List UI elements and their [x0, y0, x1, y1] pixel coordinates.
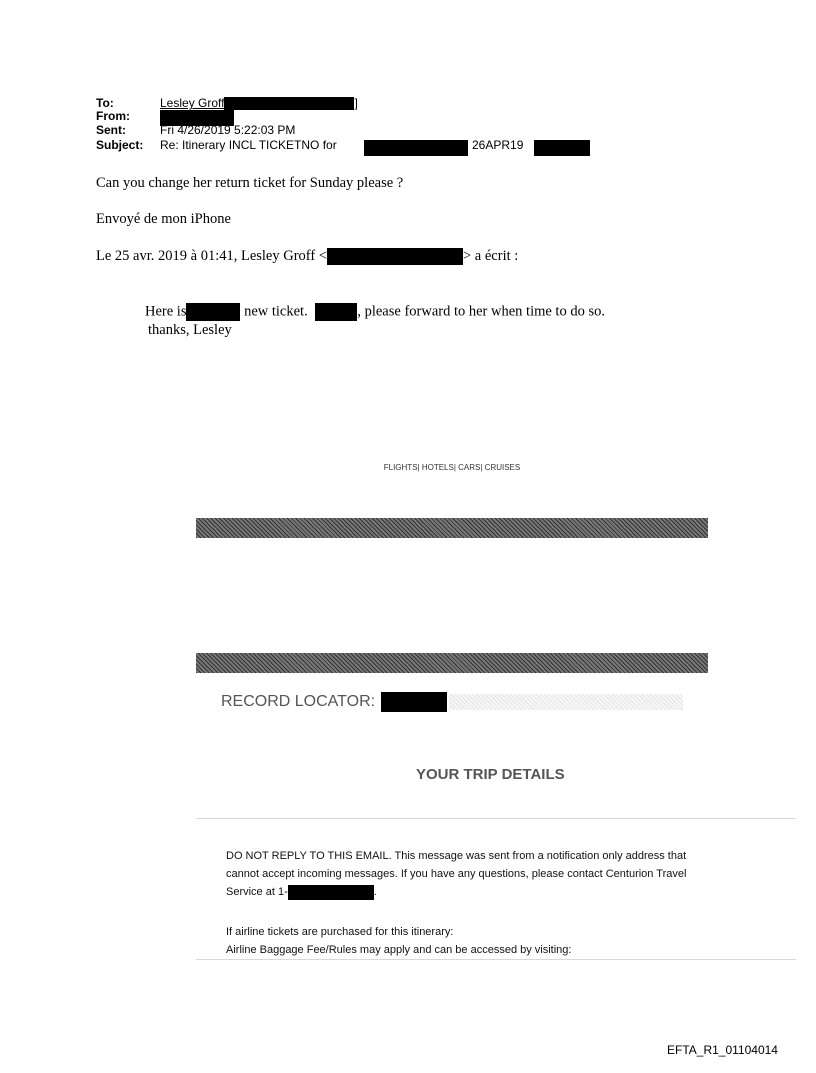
subject-redaction-1 — [364, 140, 468, 156]
here-is-text: Here is — [145, 303, 187, 320]
new-ticket-text: new ticket. — [244, 303, 308, 320]
phone-redaction — [288, 885, 374, 900]
notice-block — [226, 847, 786, 901]
divider-top — [196, 818, 796, 819]
notice-line-2: cannot accept incoming messages. If you have any questions, please contact Centurion Travel — [226, 868, 687, 880]
record-locator-field — [449, 694, 683, 710]
airline-line-1: If airline tickets are purchased for this itinerary: — [226, 926, 454, 938]
airline-line-2: Airline Baggage Fee/Rules may apply and can be accessed by visiting: — [226, 944, 572, 956]
to-name: Lesley Groff — [160, 96, 225, 110]
to-suffix: ] — [354, 96, 358, 110]
from-label: From: — [96, 109, 130, 123]
body-line-2: Envoyé de mon iPhone — [96, 211, 231, 227]
name-redaction — [186, 303, 240, 321]
document-id: EFTA_R1_01104014 — [667, 1043, 778, 1057]
itinerary-nav: FLIGHTS| HOTELS| CARS| CRUISES — [383, 463, 521, 472]
notice-line-1: DO NOT REPLY TO THIS EMAIL. This message was sent from a notification only address that — [226, 850, 687, 862]
forward-text: , please forward to her when time to do so. — [357, 303, 605, 320]
divider-bottom — [196, 959, 796, 960]
quote-suffix: > a écrit : — [463, 248, 519, 264]
recipient-redaction — [315, 303, 357, 321]
subject-label: Subject: — [96, 138, 144, 152]
banner-bottom — [196, 653, 708, 673]
sent-label: Sent: — [96, 123, 126, 137]
record-locator-redaction — [381, 692, 447, 712]
quote-intro — [96, 248, 518, 265]
trip-details-title: YOUR TRIP DETAILS — [416, 766, 565, 783]
to-label: To: — [96, 96, 114, 110]
email-redaction — [327, 248, 463, 265]
quote-prefix: Le 25 avr. 2019 à 01:41, Lesley Groff < — [96, 248, 327, 264]
banner-top — [196, 518, 708, 538]
sent-value: Fri 4/26/2019 5:22:03 PM — [160, 123, 296, 137]
record-locator-label: RECORD LOCATOR: — [221, 693, 376, 710]
notice-line-3 — [226, 883, 786, 901]
subject-redaction-2 — [534, 140, 590, 156]
airline-block — [226, 923, 786, 959]
subject-date: 26APR19 — [472, 138, 524, 152]
notice-service-suffix: . — [373, 886, 377, 898]
record-locator — [221, 693, 375, 711]
body-line-1: Can you change her return ticket for Sunday please ? — [96, 175, 404, 191]
redaction — [224, 97, 354, 110]
notice-service-prefix: Service at 1- — [226, 886, 288, 898]
to-value — [160, 97, 358, 110]
subject-prefix: Re: Itinerary INCL TICKETNO for — [160, 138, 337, 152]
quoted-line-1 — [145, 303, 605, 321]
quoted-line-2: thanks, Lesley — [148, 322, 232, 338]
